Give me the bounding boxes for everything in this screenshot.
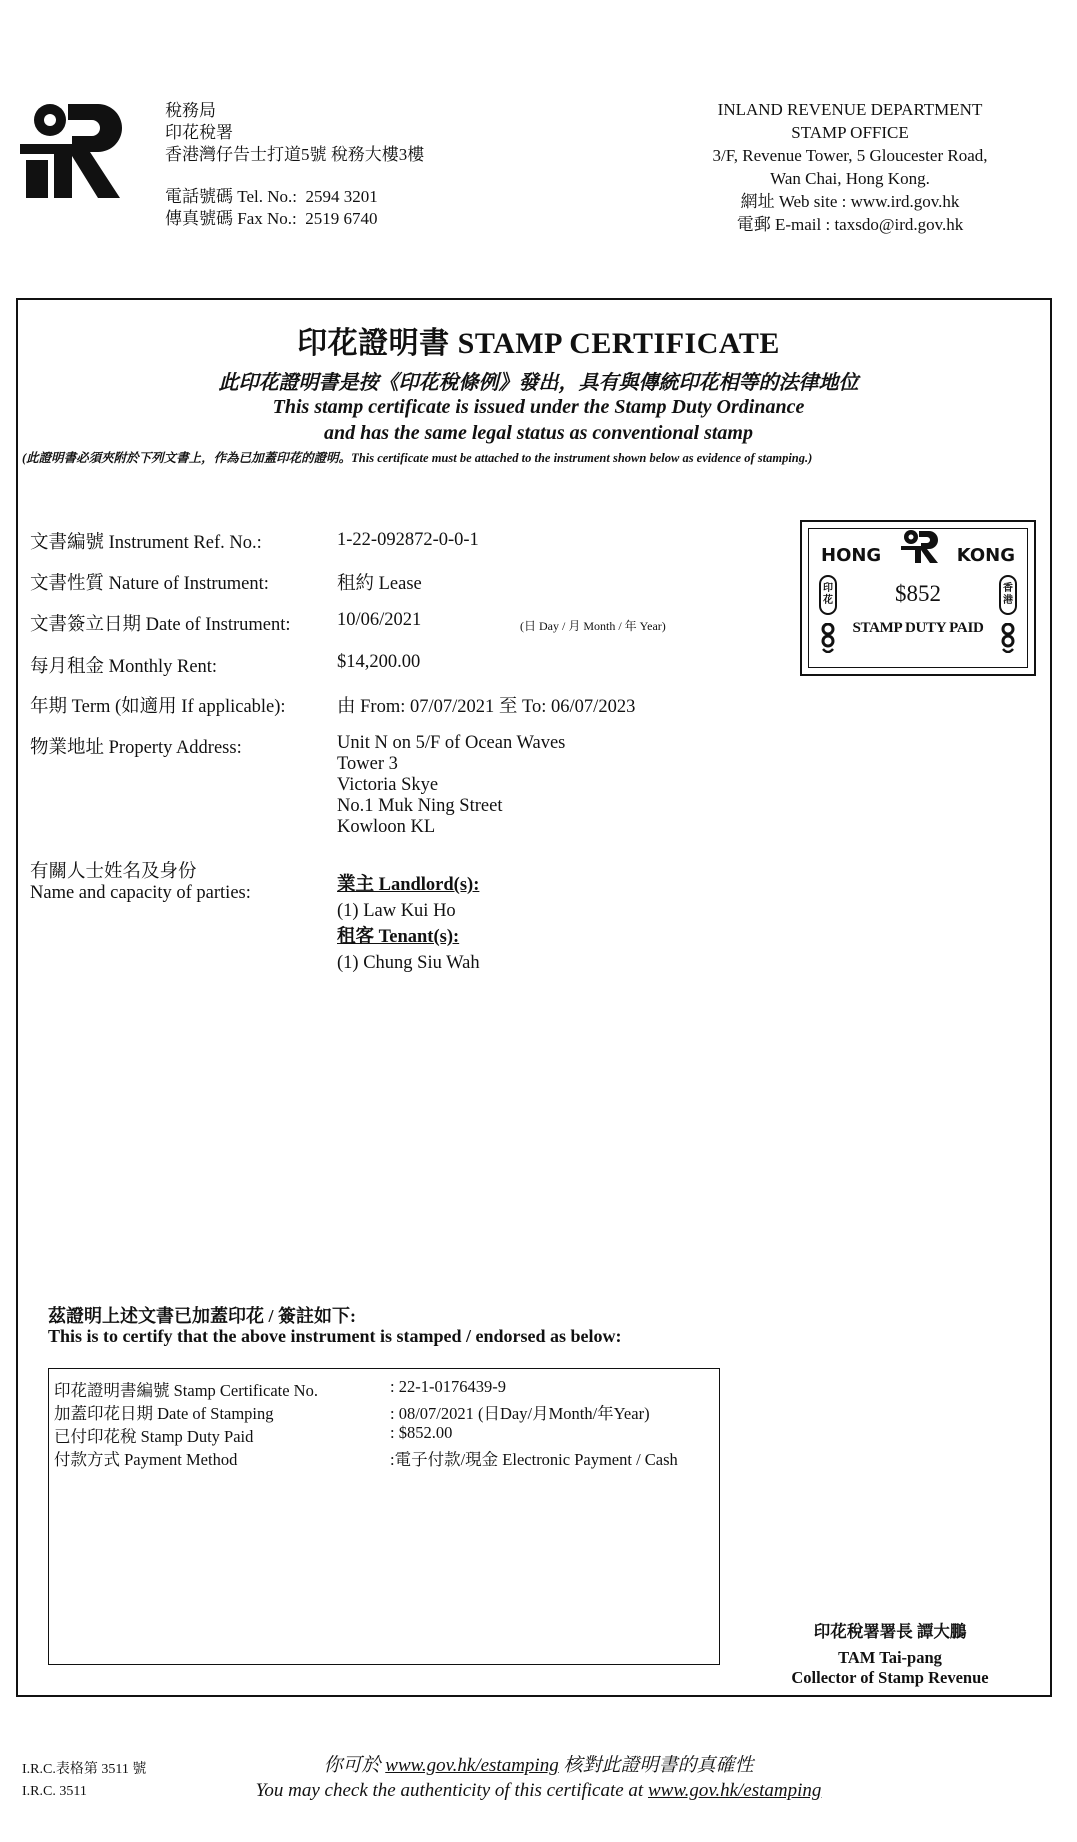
landlord-heading: 業主 Landlord(s): [337,875,480,895]
certificate-title: 印花證明書 STAMP CERTIFICATE [297,327,780,360]
collector-title-en: Collector of Stamp Revenue [791,1668,989,1687]
header-left-block [165,100,424,230]
tel-label: 電話號碼 Tel. No.: [165,187,297,206]
stamp-inner-border [808,528,1028,668]
ref-value: 1-22-092872-0-0-1 [337,530,479,550]
address-label: 物業地址 Property Address: [30,738,242,758]
verify-zh-pre: 你可於 [323,1755,386,1776]
parties-label-en: Name and capacity of parties: [30,883,251,903]
subtitle-en-1: This stamp certificate is issued under the Stamp Duty Ordinance [272,396,805,418]
tenant-heading: 租客 Tenant(s): [337,927,460,947]
date-value: 10/06/2021 [337,610,422,630]
collector-name: TAM Tai-pang [838,1648,942,1667]
subtitle-zh: 此印花證明書是按《印花稅條例》發出，具有與傳統印花相等的法律地位 [218,372,859,394]
certify-statement-en: This is to certify that the above instrument is stamped / endorsed as below: [48,1326,622,1346]
stamp-paid-text: STAMP DUTY PAID [852,620,984,636]
nature-value: 租約 Lease [337,574,422,594]
stamp-amount: $852 [895,581,941,606]
attachment-notice: (此證明書必須夾附於下列文書上，作為已加蓋印花的證明。This certificate must be attached to the instrument shown below as evidence of stamping.) [22,451,813,465]
address-line: Tower 3 [337,754,398,774]
address-zh: 香港灣仔告士打道5號 稅務大樓3樓 [165,145,425,164]
tel-number: 2594 3201 [305,187,378,206]
stamp-word-kong: KONG [956,545,1015,566]
form-number-zh: I.R.C.表格第 3511 號 [22,1762,147,1777]
rent-value: $14,200.00 [337,652,421,672]
duty-paid-value: : $852.00 [390,1423,453,1442]
stamp-date-value: : 08/07/2021 (日Day/月Month/年Year) [390,1404,650,1423]
address-line: No.1 Muk Ning Street [337,796,503,816]
estamping-link[interactable]: www.gov.hk/estamping [385,1755,559,1776]
nature-label: 文書性質 Nature of Instrument: [30,574,269,594]
fax-label: 傳真號碼 Fax No.: [165,209,297,228]
cert-no-label: 印花證明書編號 Stamp Certificate No. [54,1381,318,1400]
landlord-name: (1) Law Kui Ho [337,901,456,921]
stamp-ir-logo-icon [901,529,941,565]
form-number-en: I.R.C. 3511 [22,1784,87,1799]
seal-right-mark: 香港 [999,575,1017,615]
payment-method-label: 付款方式 Payment Method [54,1450,238,1469]
date-label: 文書簽立日期 Date of Instrument: [30,615,291,635]
stamp-duty-seal [800,520,1036,676]
address-line-1: 3/F, Revenue Tower, 5 Gloucester Road, [712,146,988,165]
email: 電郵 E-mail : taxsdo@ird.gov.hk [736,215,964,234]
rent-label: 每月租金 Monthly Rent: [30,657,218,677]
office-name-en: STAMP OFFICE [791,123,909,142]
fax-number: 2519 6740 [305,209,378,228]
date-format-note: (日 Day / 月 Month / 年 Year) [520,619,666,633]
dept-name-en: INLAND REVENUE DEPARTMENT [717,100,983,119]
header-right-block [660,98,1040,236]
term-label: 年期 Term (如適用 If applicable): [30,697,286,717]
tel-row [165,186,424,208]
address-line-2: Wan Chai, Hong Kong. [770,169,930,188]
stamp-date-label: 加蓋印花日期 Date of Stamping [54,1404,274,1423]
dept-name-zh: 稅務局 [165,101,216,120]
subtitle-en-2: and has the same legal status as conventional stamp [324,422,753,444]
parties-label [30,862,251,904]
cert-no-value: : 22-1-0176439-9 [390,1377,506,1396]
verify-line-zh [0,1750,1077,1777]
collector-title-zh: 印花稅署署長 譚大鵬 [813,1622,967,1641]
address-line: Kowloon KL [337,817,436,837]
verify-line-en [0,1780,1077,1802]
office-name-zh: 印花稅署 [165,123,233,142]
website: 網址 Web site : www.ird.gov.hk [740,192,960,211]
ref-label: 文書編號 Instrument Ref. No.: [30,533,262,553]
certify-statement-zh: 茲證明上述文書已加蓋印花 / 簽註如下: [48,1306,356,1326]
address-line: Victoria Skye [337,775,439,795]
tenant-name: (1) Chung Siu Wah [337,953,480,973]
parties-label-zh: 有關人士姓名及身份 [30,862,197,882]
seal-left-mark: 印花 [819,575,837,615]
property-address [337,733,565,838]
knot-ornament-icon [999,623,1017,653]
address-line: Unit N on 5/F of Ocean Waves [337,733,566,753]
payment-method-value: :電子付款/現金 Electronic Payment / Cash [390,1450,678,1469]
parties-block [337,872,480,976]
estamping-link[interactable]: www.gov.hk/estamping [647,1780,822,1801]
term-value: 由 From: 07/07/2021 至 To: 06/07/2023 [337,697,636,717]
verify-en-pre: You may check the authenticity of this certificate at [255,1780,648,1801]
verify-zh-post: 核對此證明書的真確性 [558,1755,754,1776]
knot-ornament-icon [819,623,837,653]
fax-row [165,208,424,230]
stamp-word-hong: HONG [821,545,882,566]
duty-paid-label: 已付印花稅 Stamp Duty Paid [54,1427,254,1446]
ird-logo [20,100,125,200]
